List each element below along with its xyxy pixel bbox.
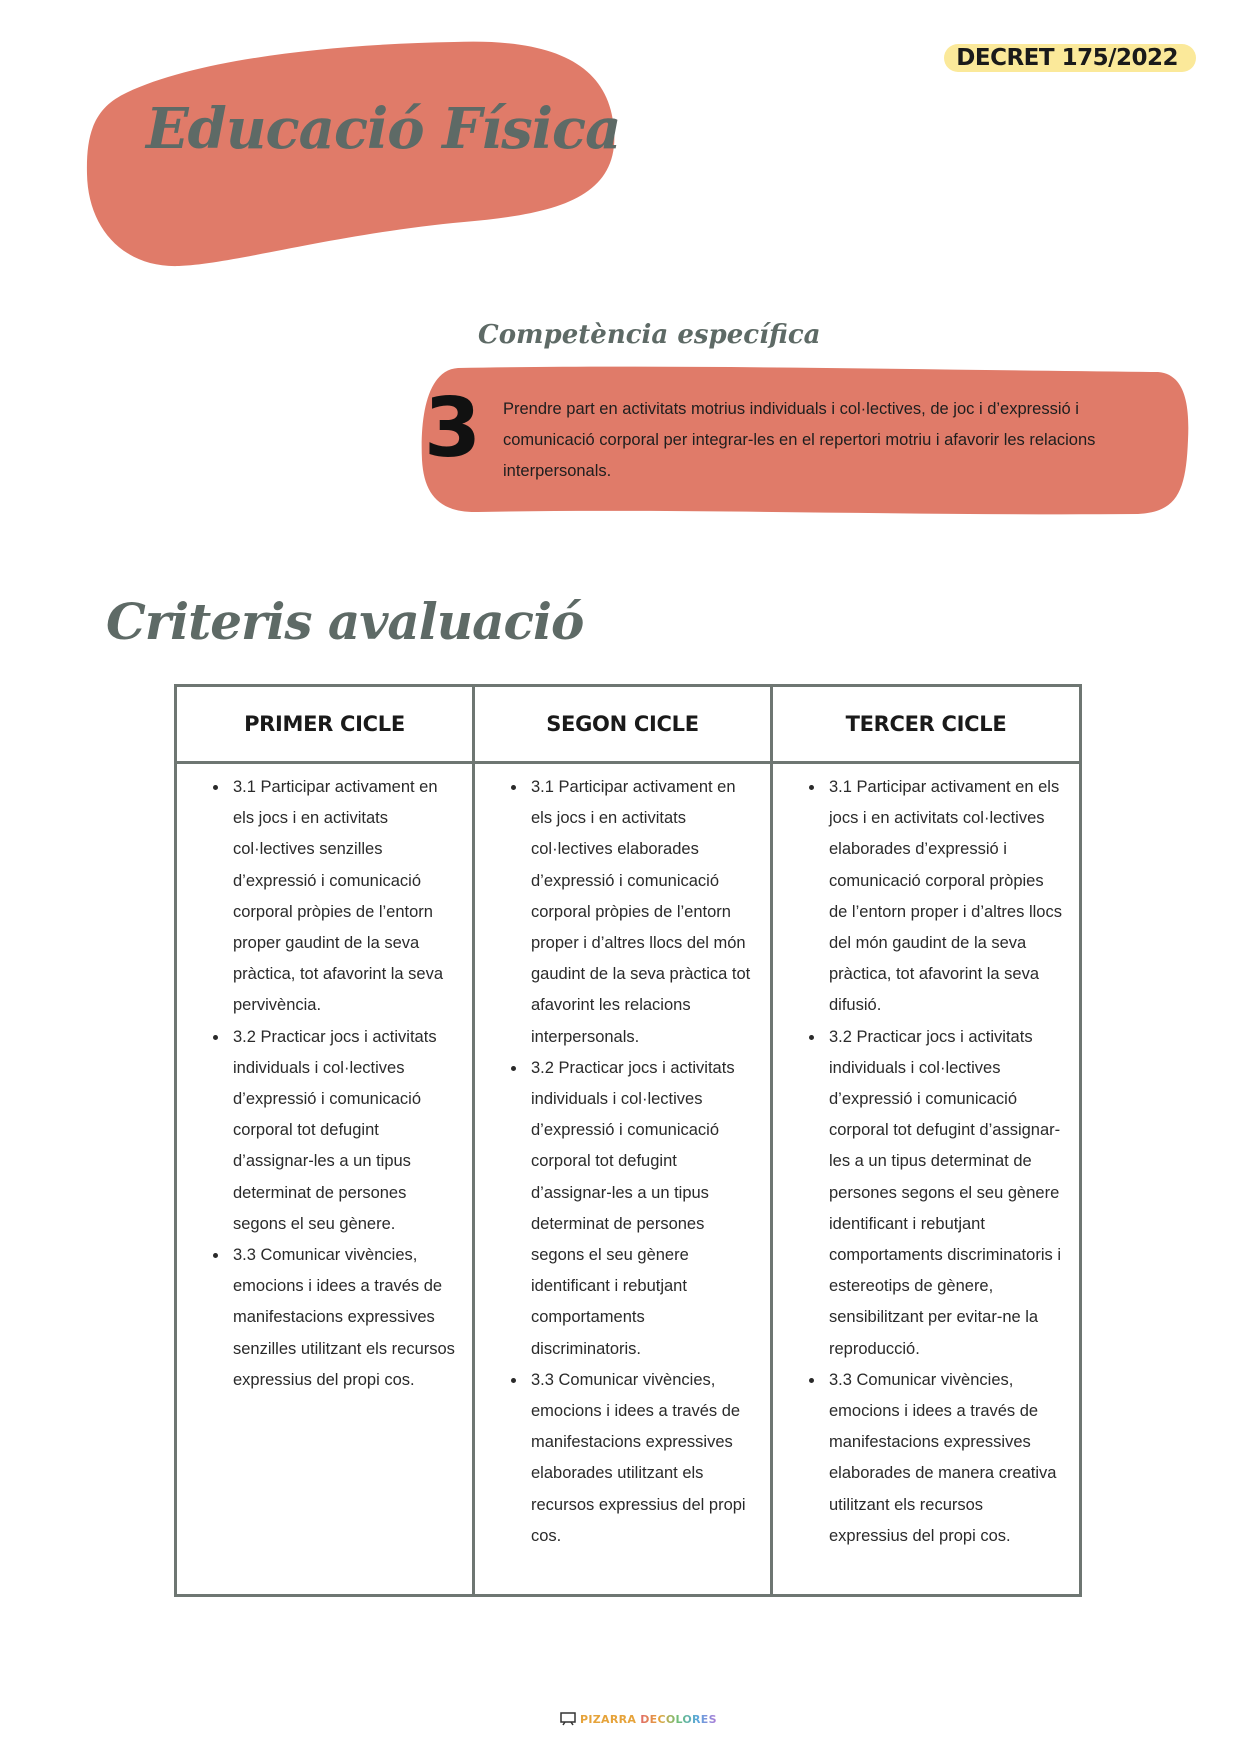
criteria-list (191, 772, 458, 1396)
column-header-segon: SEGON CICLE (474, 686, 772, 763)
criteris-table (174, 684, 1082, 1597)
column-tercer-cell (772, 763, 1081, 1596)
list-item: • 3.2 Practicar jocs i activitats individuals i col·lectives d’expressió i comunicació corporal tot defugint d’assignar-les a un tipus determinat de persones segons el seu gènere identificant i rebutjant comportaments discriminatoris. (527, 1053, 756, 1365)
list-item: • 3.1 Participar activament en els jocs i en activitats col·lectives elaborades d’expressió i comunicació corporal pròpies de l’entorn proper i d’altres llocs del món gaudint de la seva pràctica, tot afavorint la seva difusió. (825, 772, 1065, 1022)
competencia-label: Competència específica (478, 320, 821, 350)
column-header-primer: PRIMER CICLE (176, 686, 474, 763)
list-item: • 3.2 Practicar jocs i activitats individuals i col·lectives d’expressió i comunicació corporal tot defugint d’assignar-les a un tipus determinat de persones segons el seu gènere identificant i rebutjant comportaments discriminatoris i estereotips de gènere, sensibilitzant per evitar-ne la reproducció. (825, 1022, 1065, 1365)
table-header-row (176, 686, 1081, 763)
competencia-number: 3 (424, 381, 482, 476)
column-primer-cell (176, 763, 474, 1596)
criteris-title: Criteris avaluació (106, 592, 584, 651)
criteria-list (489, 772, 756, 1552)
table-row (176, 763, 1081, 1596)
list-item: • 3.3 Comunicar vivències, emocions i idees a través de manifestacions expressives senzilles utilitzant els recursos expressius del propi cos. (229, 1240, 458, 1396)
list-item: • 3.3 Comunicar vivències, emocions i idees a través de manifestacions expressives elaborades de manera creativa utilitzant els recursos expressius del propi cos. (825, 1365, 1065, 1552)
criteria-list (787, 772, 1065, 1552)
list-item: • 3.1 Participar activament en els jocs i en activitats col·lectives senzilles d’expressió i comunicació corporal pròpies de l’entorn proper gaudint de la seva pràctica, tot afavorint la seva pervivència. (229, 772, 458, 1022)
column-segon-cell (474, 763, 772, 1596)
list-item: • 3.3 Comunicar vivències, emocions i idees a través de manifestacions expressives elaborades utilitzant els recursos expressius del propi cos. (527, 1365, 756, 1552)
column-header-tercer: TERCER CICLE (772, 686, 1081, 763)
footer-brand-a: PIZARRA (580, 1712, 637, 1726)
footer-logo (560, 1712, 717, 1726)
footer-brand-b: DECOLORES (640, 1712, 717, 1726)
competencia-text: Prendre part en activitats motrius individuals i col·lectives, de joc i d’expressió i comunicació corporal per integrar-les en el repertori motriu i afavorir les relacions interpersonals. (503, 400, 1096, 480)
decret-badge: DECRET 175/2022 (944, 44, 1196, 72)
page-title: Educació Física (146, 96, 621, 162)
whiteboard-icon (560, 1712, 576, 1726)
list-item: • 3.2 Practicar jocs i activitats individuals i col·lectives d’expressió i comunicació corporal tot defugint d’assignar-les a un tipus determinat de persones segons el seu gènere. (229, 1022, 458, 1240)
list-item: • 3.1 Participar activament en els jocs i en activitats col·lectives elaborades d’expressió i comunicació corporal pròpies de l’entorn proper i d’altres llocs del món gaudint de la seva pràctica tot afavorint les relacions interpersonals. (527, 772, 756, 1053)
